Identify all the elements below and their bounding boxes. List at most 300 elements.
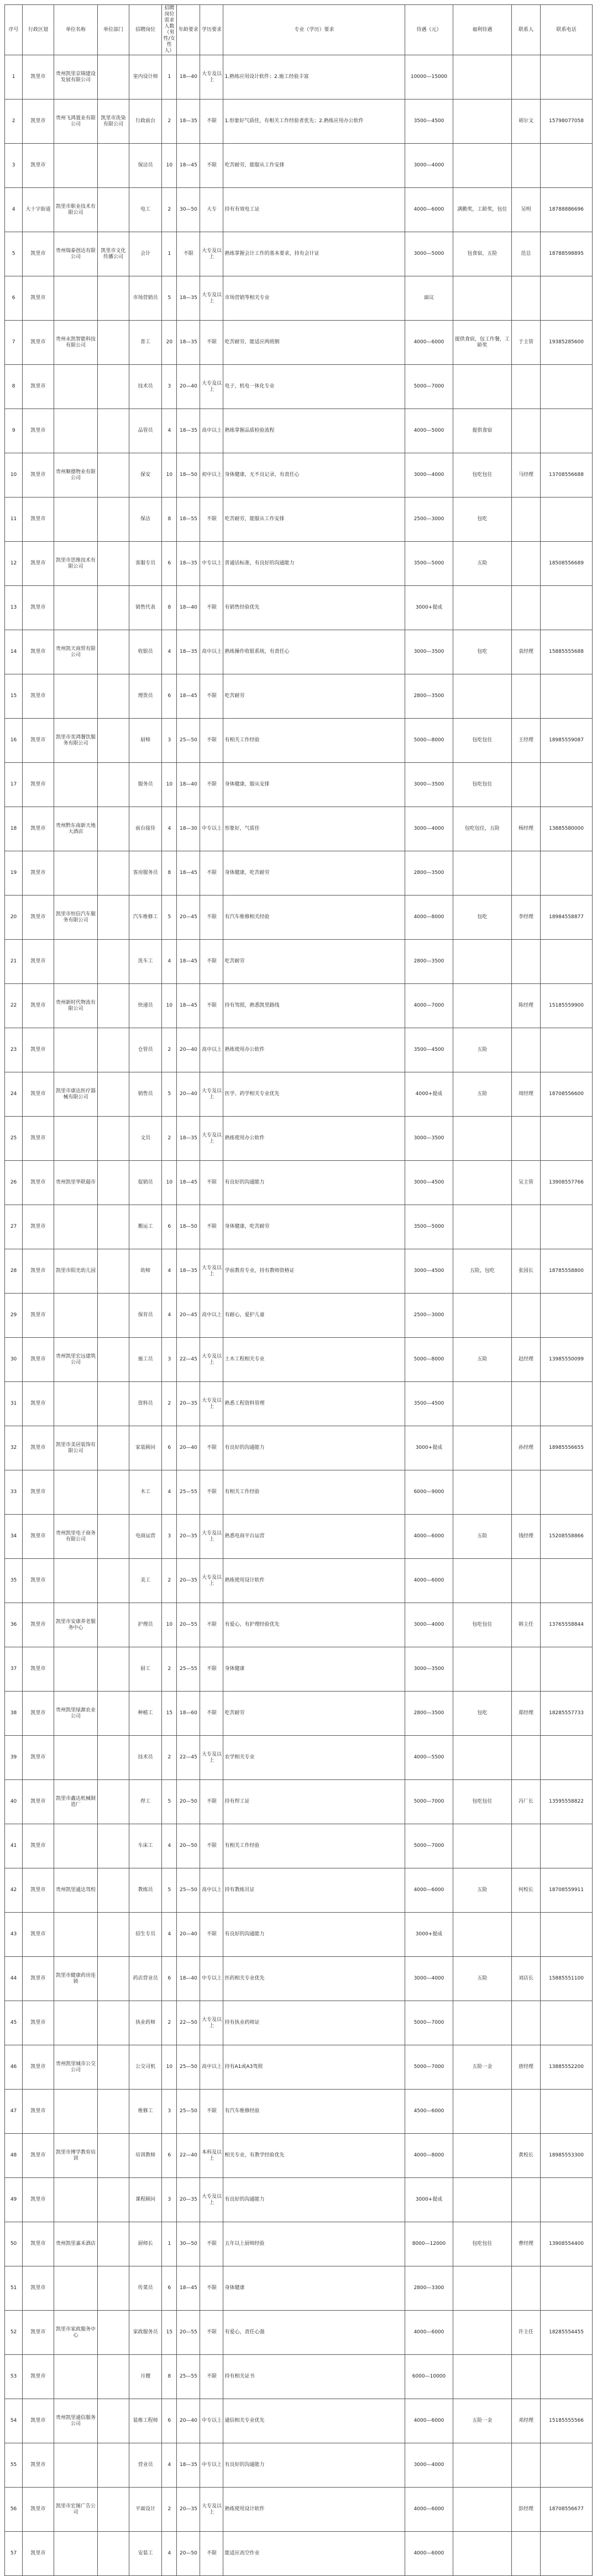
cell-contact: 刘店长 xyxy=(512,1957,541,2001)
cell-district: 凯里市 xyxy=(23,1868,54,1913)
cell-dept xyxy=(98,365,129,409)
cell-benefit: 五险 xyxy=(453,1868,511,1913)
cell-contact xyxy=(512,498,541,542)
cell-phone xyxy=(540,2266,592,2311)
cell-benefit: 包吃包住 xyxy=(453,453,511,498)
cell-seq: 52 xyxy=(5,2311,23,2355)
cell-phone xyxy=(540,763,592,807)
cell-seq: 22 xyxy=(5,984,23,1028)
cell-age: 18—35 xyxy=(177,542,200,586)
cell-count: 8 xyxy=(162,498,177,542)
cell-dept xyxy=(98,2266,129,2311)
cell-age: 25—50 xyxy=(177,1868,200,1913)
cell-dept xyxy=(98,1559,129,1603)
cell-phone xyxy=(540,2443,592,2488)
cell-contact: 李经理 xyxy=(512,896,541,940)
cell-seq: 6 xyxy=(5,276,23,321)
cell-dept xyxy=(98,1470,129,1515)
cell-district: 凯里市 xyxy=(23,1072,54,1117)
cell-seq: 27 xyxy=(5,1205,23,1249)
cell-org xyxy=(54,1117,97,1161)
cell-edu: 不限 xyxy=(200,1470,223,1515)
cell-phone xyxy=(540,1205,592,1249)
cell-seq: 11 xyxy=(5,498,23,542)
cell-phone xyxy=(540,1382,592,1426)
cell-pos: 电工 xyxy=(129,188,161,232)
cell-count: 2 xyxy=(162,2001,177,2045)
cell-pos: 施工员 xyxy=(129,1338,161,1382)
cell-phone: 18508556689 xyxy=(540,542,592,586)
cell-pay: 3000—4000 xyxy=(405,144,453,188)
cell-req: 有良好的沟通能力 xyxy=(223,1426,405,1470)
cell-age: 20—40 xyxy=(177,1913,200,1957)
cell-pos: 市场营销员 xyxy=(129,276,161,321)
cell-req: 有汽车维修相关经验 xyxy=(223,896,405,940)
cell-dept xyxy=(98,2355,129,2399)
cell-org xyxy=(54,2178,97,2222)
cell-org xyxy=(54,1028,97,1072)
cell-count: 4 xyxy=(162,1249,177,1294)
cell-contact: 王经理 xyxy=(512,719,541,763)
table-row xyxy=(5,1736,593,1780)
cell-district: 凯里市 xyxy=(23,2311,54,2355)
cell-pay: 4000—5000 xyxy=(405,409,453,453)
cell-phone: 18785558800 xyxy=(540,1249,592,1294)
cell-age: 20—35 xyxy=(177,1515,200,1559)
cell-contact xyxy=(512,2178,541,2222)
table-row xyxy=(5,1426,593,1470)
cell-edu: 不限 xyxy=(200,763,223,807)
cell-district: 凯里市 xyxy=(23,1117,54,1161)
cell-req: 吃苦耐劳，能服从工作安排 xyxy=(223,144,405,188)
cell-age: 18—50 xyxy=(177,1205,200,1249)
table-row xyxy=(5,55,593,100)
cell-pay: 5000—7000 xyxy=(405,365,453,409)
header-benefit: 福利待遇 xyxy=(453,5,511,55)
cell-phone: 15208558866 xyxy=(540,1515,592,1559)
cell-edu: 不限 xyxy=(200,1913,223,1957)
cell-req: 熟悉工程资料管理 xyxy=(223,1382,405,1426)
cell-age: 18—35 xyxy=(177,630,200,674)
cell-district: 凯里市 xyxy=(23,1426,54,1470)
table-row xyxy=(5,1072,593,1117)
cell-contact: 许主任 xyxy=(512,2311,541,2355)
cell-edu: 高中以上 xyxy=(200,1868,223,1913)
cell-count: 10 xyxy=(162,1603,177,1647)
cell-count: 4 xyxy=(162,630,177,674)
cell-pos: 销售员 xyxy=(129,1072,161,1117)
cell-pos: 技术员 xyxy=(129,365,161,409)
cell-phone: 18985559087 xyxy=(540,719,592,763)
cell-count: 10 xyxy=(162,763,177,807)
cell-seq: 14 xyxy=(5,630,23,674)
cell-benefit xyxy=(453,1913,511,1957)
cell-dept xyxy=(98,276,129,321)
cell-benefit: 满勤奖，工龄奖，包住 xyxy=(453,188,511,232)
cell-dept xyxy=(98,1294,129,1338)
cell-seq: 49 xyxy=(5,2178,23,2222)
cell-org xyxy=(54,2001,97,2045)
cell-contact: 胡尔文 xyxy=(512,100,541,144)
cell-org xyxy=(54,2532,97,2576)
cell-pay: 3000—3500 xyxy=(405,1647,453,1692)
cell-district: 凯里市 xyxy=(23,1470,54,1515)
cell-org: 凯里市康达医疗器械有限公司 xyxy=(54,1072,97,1117)
cell-req: 持有驾照，熟悉凯里路线 xyxy=(223,984,405,1028)
table-row xyxy=(5,232,593,276)
cell-pay: 2800—3300 xyxy=(405,2266,453,2311)
cell-req: 熟练使用办公软件 xyxy=(223,1028,405,1072)
cell-benefit: 包吃 xyxy=(453,498,511,542)
cell-req: 吃苦耐劳 xyxy=(223,940,405,984)
header-phone: 联系电话 xyxy=(540,5,592,55)
cell-edu: 大专及以上 xyxy=(200,1736,223,1780)
cell-contact: 唐经理 xyxy=(512,2045,541,2090)
cell-seq: 32 xyxy=(5,1426,23,1470)
table-row xyxy=(5,1692,593,1736)
cell-req: 医药相关专业优先 xyxy=(223,1957,405,2001)
cell-dept: 凯里市文化传播公司 xyxy=(98,232,129,276)
cell-edu: 不限 xyxy=(200,1647,223,1692)
cell-benefit xyxy=(453,1426,511,1470)
cell-phone xyxy=(540,2355,592,2399)
cell-edu: 不限 xyxy=(200,1824,223,1868)
table-row xyxy=(5,2134,593,2178)
cell-pay: 3500—4500 xyxy=(405,1382,453,1426)
cell-edu: 不限 xyxy=(200,2266,223,2311)
cell-pay: 3000+提成 xyxy=(405,2178,453,2222)
cell-phone: 15885555688 xyxy=(540,630,592,674)
cell-dept xyxy=(98,2399,129,2443)
cell-edu: 大专及以上 xyxy=(200,1559,223,1603)
cell-age: 20—40 xyxy=(177,1072,200,1117)
table-row xyxy=(5,2222,593,2266)
cell-pay: 4000—6000 xyxy=(405,2532,453,2576)
cell-pay: 5000—8000 xyxy=(405,719,453,763)
cell-dept xyxy=(98,2090,129,2134)
cell-seq: 1 xyxy=(5,55,23,100)
header-pos: 招聘岗位 xyxy=(129,5,161,55)
cell-age: 18—40 xyxy=(177,1957,200,2001)
table-row xyxy=(5,940,593,984)
cell-benefit: 包吃包住 xyxy=(453,719,511,763)
table-row xyxy=(5,1913,593,1957)
cell-pos: 客房服务员 xyxy=(129,851,161,896)
cell-phone xyxy=(540,1028,592,1072)
cell-pos: 会计 xyxy=(129,232,161,276)
cell-contact xyxy=(512,851,541,896)
cell-req: 有相关工作经验 xyxy=(223,1470,405,1515)
cell-age: 18—35 xyxy=(177,409,200,453)
cell-benefit: 五险，包吃 xyxy=(453,1249,511,1294)
cell-org xyxy=(54,409,97,453)
cell-dept xyxy=(98,2178,129,2222)
cell-pay: 3000—3500 xyxy=(405,630,453,674)
cell-org: 贵州凯里通信服务公司 xyxy=(54,2399,97,2443)
table-row xyxy=(5,1161,593,1205)
job-table xyxy=(4,4,593,2576)
cell-req: 吃苦耐劳 xyxy=(223,1692,405,1736)
cell-phone xyxy=(540,2001,592,2045)
cell-dept xyxy=(98,1780,129,1824)
cell-pay: 3500—5000 xyxy=(405,1205,453,1249)
cell-org xyxy=(54,1294,97,1338)
cell-pos: 促销员 xyxy=(129,1161,161,1205)
cell-seq: 23 xyxy=(5,1028,23,1072)
cell-edu: 不限 xyxy=(200,940,223,984)
cell-count: 2 xyxy=(162,1028,177,1072)
cell-phone xyxy=(540,1824,592,1868)
cell-pay: 3000—4500 xyxy=(405,1161,453,1205)
cell-phone: 18708559911 xyxy=(540,1868,592,1913)
cell-age: 18—40 xyxy=(177,763,200,807)
cell-phone xyxy=(540,144,592,188)
cell-org: 凯里市宏图广告公司 xyxy=(54,2488,97,2532)
cell-benefit xyxy=(453,2532,511,2576)
cell-pay: 3000—4000 xyxy=(405,2443,453,2488)
table-row xyxy=(5,188,593,232)
cell-district: 凯里市 xyxy=(23,674,54,719)
cell-count: 10 xyxy=(162,984,177,1028)
cell-age: 20—55 xyxy=(177,1603,200,1647)
cell-req: 身体健康，服从安排 xyxy=(223,763,405,807)
cell-benefit xyxy=(453,851,511,896)
cell-pos: 客服专员 xyxy=(129,542,161,586)
cell-benefit xyxy=(453,144,511,188)
cell-edu: 大专及以上 xyxy=(200,232,223,276)
table-body xyxy=(5,55,593,2576)
cell-edu: 初中以上 xyxy=(200,453,223,498)
cell-benefit xyxy=(453,365,511,409)
cell-phone: 13885580000 xyxy=(540,807,592,851)
cell-pos: 美工 xyxy=(129,1559,161,1603)
cell-seq: 2 xyxy=(5,100,23,144)
table-row xyxy=(5,1028,593,1072)
cell-req: 持有有效电工证 xyxy=(223,188,405,232)
cell-benefit: 五险 xyxy=(453,1338,511,1382)
cell-edu: 大专及以上 xyxy=(200,365,223,409)
cell-count: 2 xyxy=(162,1736,177,1780)
cell-pos: 执业药师 xyxy=(129,2001,161,2045)
cell-edu: 不限 xyxy=(200,674,223,719)
cell-count: 4 xyxy=(162,409,177,453)
cell-phone: 15185559900 xyxy=(540,984,592,1028)
cell-contact: 曹经理 xyxy=(512,2222,541,2266)
table-row xyxy=(5,453,593,498)
cell-pay: 4000—8000 xyxy=(405,896,453,940)
cell-contact: 冯厂长 xyxy=(512,1780,541,1824)
cell-district: 凯里市 xyxy=(23,232,54,276)
cell-phone: 18788598895 xyxy=(540,232,592,276)
cell-benefit xyxy=(453,2134,511,2178)
cell-benefit xyxy=(453,1382,511,1426)
cell-seq: 13 xyxy=(5,586,23,630)
cell-dept xyxy=(98,2222,129,2266)
cell-dept xyxy=(98,586,129,630)
table-row xyxy=(5,2311,593,2355)
cell-pay: 5000—7000 xyxy=(405,1780,453,1824)
cell-dept xyxy=(98,1117,129,1161)
cell-count: 1 xyxy=(162,232,177,276)
cell-seq: 50 xyxy=(5,2222,23,2266)
table-row xyxy=(5,2001,593,2045)
cell-contact xyxy=(512,1647,541,1692)
cell-org: 凯里市鑫达机械制造厂 xyxy=(54,1780,97,1824)
cell-district: 凯里市 xyxy=(23,1647,54,1692)
cell-district: 凯里市 xyxy=(23,896,54,940)
cell-edu: 高中以上 xyxy=(200,1028,223,1072)
cell-pos: 月嫂 xyxy=(129,2355,161,2399)
cell-pay: 4000—8000 xyxy=(405,2134,453,2178)
header-org: 单位名称 xyxy=(54,5,97,55)
cell-phone xyxy=(540,940,592,984)
cell-org xyxy=(54,276,97,321)
cell-seq: 42 xyxy=(5,1868,23,1913)
cell-contact xyxy=(512,542,541,586)
cell-pay: 3000+提成 xyxy=(405,586,453,630)
cell-req: 1.形象好气质佳，有相关工作经验者优先；2.熟练应用办公软件 xyxy=(223,100,405,144)
cell-pos: 保育员 xyxy=(129,1294,161,1338)
cell-count: 3 xyxy=(162,1338,177,1382)
cell-dept xyxy=(98,2001,129,2045)
cell-seq: 44 xyxy=(5,1957,23,2001)
cell-age: 18—35 xyxy=(177,100,200,144)
cell-contact xyxy=(512,2001,541,2045)
cell-edu: 不限 xyxy=(200,2532,223,2576)
cell-pos: 普工 xyxy=(129,321,161,365)
cell-district: 凯里市 xyxy=(23,1028,54,1072)
cell-seq: 31 xyxy=(5,1382,23,1426)
cell-age: 18—45 xyxy=(177,1161,200,1205)
cell-contact xyxy=(512,2443,541,2488)
cell-edu: 高中以上 xyxy=(200,409,223,453)
cell-pay: 4000—6000 xyxy=(405,1515,453,1559)
cell-pos: 保安 xyxy=(129,453,161,498)
cell-edu: 高中以上 xyxy=(200,630,223,674)
cell-org: 凯里市博学教育培训 xyxy=(54,2134,97,2178)
cell-org xyxy=(54,851,97,896)
cell-edu: 不限 xyxy=(200,100,223,144)
cell-phone xyxy=(540,498,592,542)
table-row xyxy=(5,1868,593,1913)
cell-phone xyxy=(540,1117,592,1161)
cell-pay: 3000—4000 xyxy=(405,807,453,851)
cell-benefit: 包吃包住 xyxy=(453,2222,511,2266)
cell-district: 凯里市 xyxy=(23,1338,54,1382)
cell-req: 有销售经验优先 xyxy=(223,586,405,630)
cell-benefit xyxy=(453,2001,511,2045)
table-row xyxy=(5,1957,593,2001)
cell-district: 凯里市 xyxy=(23,630,54,674)
cell-pos: 搬运工 xyxy=(129,1205,161,1249)
cell-dept xyxy=(98,453,129,498)
cell-pay: 2800—3500 xyxy=(405,1692,453,1736)
table-row xyxy=(5,2443,593,2488)
cell-count: 3 xyxy=(162,2090,177,2134)
cell-dept xyxy=(98,630,129,674)
cell-pay: 3000—3500 xyxy=(405,763,453,807)
cell-count: 3 xyxy=(162,1515,177,1559)
cell-phone: 18708556600 xyxy=(540,1072,592,1117)
cell-dept xyxy=(98,2134,129,2178)
cell-phone: 18708556677 xyxy=(540,2488,592,2532)
cell-edu: 中专以上 xyxy=(200,807,223,851)
cell-district: 凯里市 xyxy=(23,2090,54,2134)
cell-org xyxy=(54,1913,97,1957)
cell-count: 2 xyxy=(162,1559,177,1603)
cell-edu: 不限 xyxy=(200,984,223,1028)
cell-count: 6 xyxy=(162,2266,177,2311)
cell-count: 5 xyxy=(162,896,177,940)
cell-edu: 不限 xyxy=(200,1161,223,1205)
cell-req: 身体健康 xyxy=(223,2266,405,2311)
cell-org xyxy=(54,1647,97,1692)
cell-benefit xyxy=(453,1117,511,1161)
cell-seq: 29 xyxy=(5,1294,23,1338)
cell-contact: 彭经理 xyxy=(512,2488,541,2532)
cell-contact: 吴明 xyxy=(512,188,541,232)
cell-age: 20—50 xyxy=(177,1780,200,1824)
table-row xyxy=(5,100,593,144)
cell-pay: 3000—3500 xyxy=(405,1117,453,1161)
cell-seq: 40 xyxy=(5,1780,23,1824)
cell-pos: 厨师长 xyxy=(129,2222,161,2266)
cell-seq: 47 xyxy=(5,2090,23,2134)
cell-seq: 9 xyxy=(5,409,23,453)
cell-seq: 3 xyxy=(5,144,23,188)
cell-benefit xyxy=(453,1294,511,1338)
cell-count: 3 xyxy=(162,719,177,763)
cell-benefit xyxy=(453,1161,511,1205)
cell-dept xyxy=(98,984,129,1028)
cell-contact xyxy=(512,763,541,807)
cell-org xyxy=(54,586,97,630)
table-row xyxy=(5,807,593,851)
cell-pay: 2800—3500 xyxy=(405,851,453,896)
cell-district: 凯里市 xyxy=(23,1780,54,1824)
table-row xyxy=(5,542,593,586)
cell-contact xyxy=(512,586,541,630)
cell-count: 6 xyxy=(162,2134,177,2178)
cell-pos: 护理员 xyxy=(129,1603,161,1647)
cell-phone: 13708556688 xyxy=(540,453,592,498)
cell-req: 有耐心，爱护儿童 xyxy=(223,1294,405,1338)
cell-phone xyxy=(540,851,592,896)
cell-org: 凯里市阳光幼儿园 xyxy=(54,1249,97,1294)
cell-dept xyxy=(98,807,129,851)
cell-phone: 19385285600 xyxy=(540,321,592,365)
cell-edu: 本科及以上 xyxy=(200,2134,223,2178)
cell-seq: 17 xyxy=(5,763,23,807)
cell-district: 凯里市 xyxy=(23,276,54,321)
cell-phone xyxy=(540,1470,592,1515)
cell-dept xyxy=(98,2045,129,2090)
cell-count: 10 xyxy=(162,1161,177,1205)
cell-edu: 大专及以上 xyxy=(200,1117,223,1161)
cell-contact: 钱经理 xyxy=(512,1515,541,1559)
cell-phone: 15885551100 xyxy=(540,1957,592,2001)
cell-edu: 高中以上 xyxy=(200,2045,223,2090)
cell-org: 贵州凯天商贸有限公司 xyxy=(54,630,97,674)
cell-org: 贵州飞鸿置业有限公司 xyxy=(54,100,97,144)
cell-district: 凯里市 xyxy=(23,807,54,851)
cell-benefit xyxy=(453,55,511,100)
cell-pos: 教练员 xyxy=(129,1868,161,1913)
cell-seq: 36 xyxy=(5,1603,23,1647)
cell-count: 4 xyxy=(162,1913,177,1957)
cell-dept xyxy=(98,321,129,365)
cell-district: 凯里市 xyxy=(23,2001,54,2045)
